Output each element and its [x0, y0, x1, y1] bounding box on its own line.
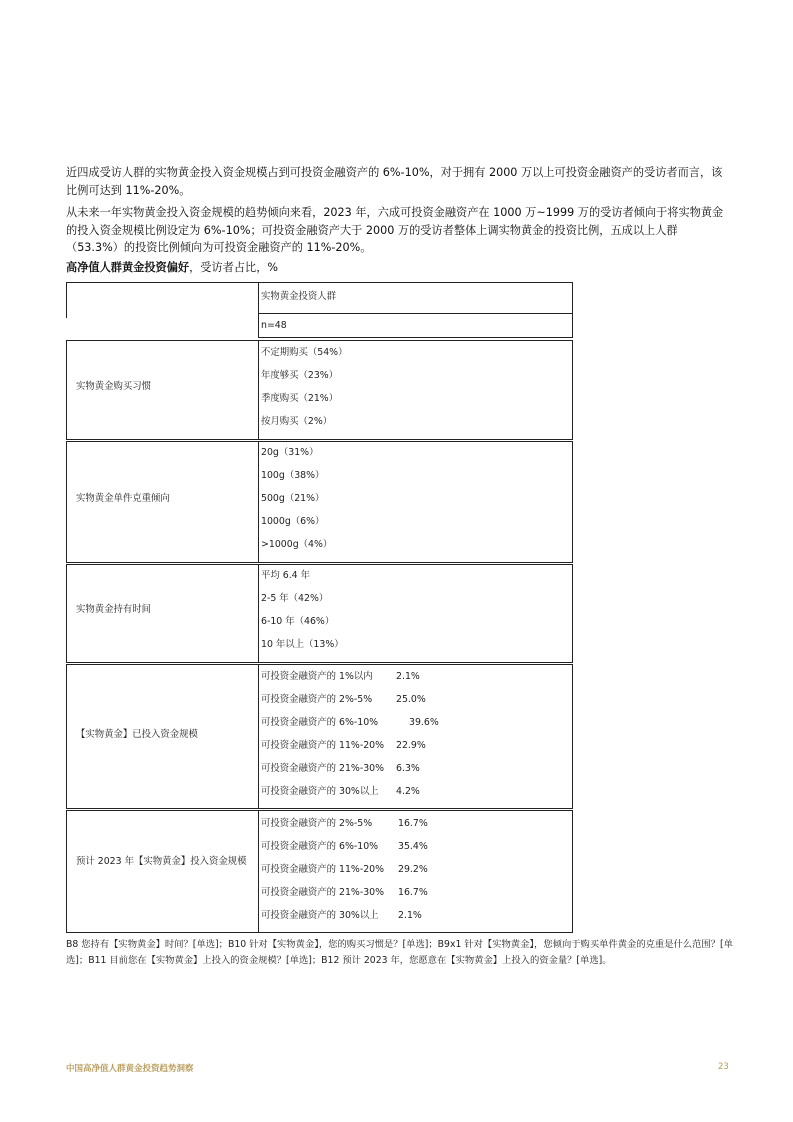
page-number: 23	[718, 1062, 729, 1072]
table-row-key: 可投资金融资产的 1%以内	[261, 671, 373, 682]
table-row-key: 可投资金融资产的 6%-10%	[261, 841, 379, 852]
list-item: 按月购买（2%）	[261, 416, 333, 427]
intro-paragraph-2: 从未来一年实物黄金投入资金规模的趋势倾向来看，2023 年，六成可投资金融资产在 1000 万~1999 万的受访者倾向于将实物黄金的投入资金规模比例设定为 6%-10%；可投资金融资产大于 2000 万的受访者整体上调实物黄金的投资比例，五成以上人群（53.3%）的投资比例倾向为可投资金融资产的 11%-20%。	[66, 206, 724, 254]
table-row-value: 16.7%	[398, 887, 428, 898]
list-item: 20g（31%）	[261, 447, 319, 458]
row-label-buying-habit: 实物黄金购买习惯	[76, 381, 152, 392]
table-heading	[66, 259, 278, 276]
list-item: 1000g（6%）	[261, 516, 325, 527]
table-header-cell: 实物黄金投资人群	[261, 291, 337, 302]
footer-report-title: 中国高净值人群黄金投资趋势洞察	[66, 1064, 194, 1074]
row-label-unit-weight: 实物黄金单件克重倾向	[76, 493, 170, 504]
row-label-invested-scale: 【实物黄金】已投入资金规模	[76, 729, 198, 740]
table-row-value: 4.2%	[396, 786, 420, 797]
source-footnote: B8 您持有【实物黄金】时间？[单选]；B10 针对【实物黄金】，您的购买习惯是？[单选]；B9x1 针对【实物黄金】，您倾向于购买单件黄金的克重是什么范围？[单选]；B11 目前您在【实物黄金】上投入的资金规模？[单选]；B12 预计 2023 年，您愿意在【实物黄金】上投入的资金量？[单选]。	[66, 939, 733, 966]
list-item: 季度购买（21%）	[261, 393, 339, 404]
list-item: 100g（38%）	[261, 470, 325, 481]
table-row-key: 可投资金融资产的 30%以上	[261, 910, 379, 921]
table-row-key: 可投资金融资产的 2%-5%	[261, 818, 373, 829]
table-row-key: 可投资金融资产的 11%-20%	[261, 864, 385, 875]
table-row-key: 可投资金融资产的 30%以上	[261, 786, 379, 797]
table-row-value: 35.4%	[398, 841, 428, 852]
list-item: 500g（21%）	[261, 493, 325, 504]
table-row-value: 25.0%	[396, 694, 426, 705]
table-row-key: 可投资金融资产的 6%-10%	[261, 717, 379, 728]
list-item: 平均 6.4 年	[261, 570, 310, 581]
table-row-key: 可投资金融资产的 21%-30%	[261, 763, 385, 774]
table-row-value: 22.9%	[396, 740, 426, 751]
table-row-key: 可投资金融资产的 21%-30%	[261, 887, 385, 898]
list-item: >1000g（4%）	[261, 539, 333, 550]
table-row-value: 39.6%	[409, 717, 439, 728]
table-heading-bold: 高净值人群黄金投资偏好	[66, 261, 190, 274]
list-item: 2-5 年（42%）	[261, 593, 329, 604]
table-row-value: 16.7%	[398, 818, 428, 829]
row-label-holding-time: 实物黄金持有时间	[76, 604, 152, 615]
table-heading-rest: ，受访者占比，%	[189, 261, 279, 274]
sample-size-cell: n=48	[261, 320, 287, 331]
table-row-value: 2.1%	[398, 910, 422, 921]
list-item: 不定期购买（54%）	[261, 347, 348, 358]
list-item: 6-10 年（46%）	[261, 616, 335, 627]
table-row-key: 可投资金融资产的 2%-5%	[261, 694, 373, 705]
intro-paragraph-1: 近四成受访人群的实物黄金投入资金规模占到可投资金融资产的 6%-10%，对于拥有 2000 万以上可投资金融资产的受访者而言，该比例可达到 11%-20%。	[66, 166, 723, 197]
table-row-value: 6.3%	[396, 763, 420, 774]
list-item: 10 年以上（13%）	[261, 639, 344, 650]
row-label-planned-scale: 预计 2023 年【实物黄金】投入资金规模	[76, 856, 247, 867]
list-item: 年度够买（23%）	[261, 370, 339, 381]
table-row-value: 2.1%	[396, 671, 420, 682]
table-row-value: 29.2%	[398, 864, 428, 875]
table-row-key: 可投资金融资产的 11%-20%	[261, 740, 385, 751]
